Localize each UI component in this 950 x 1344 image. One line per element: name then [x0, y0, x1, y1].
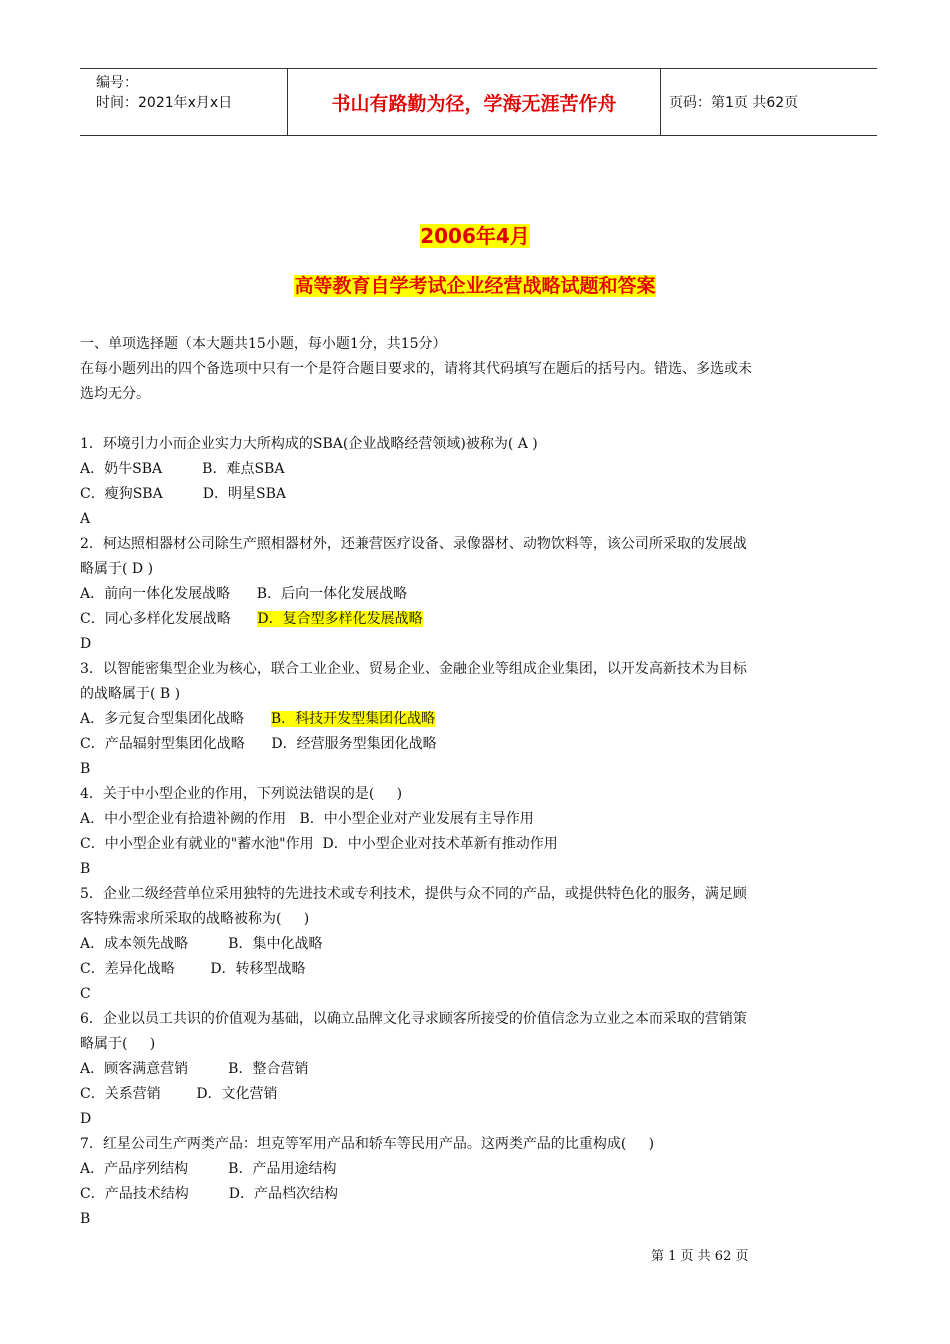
content-line: [80, 1032, 880, 1057]
content-line: [80, 332, 880, 357]
line-text: A．前向一体化发展战略 B．后向一体化发展战略: [80, 586, 408, 602]
line-text: C: [80, 986, 91, 1002]
content-line: [80, 932, 880, 957]
content-line: [80, 882, 880, 907]
highlighted-answer: B．科技开发型集团化战略: [270, 711, 436, 727]
content-line: [80, 532, 880, 557]
content-line: [80, 1182, 880, 1207]
content-line: [80, 757, 880, 782]
line-text: C．瘦狗SBA D．明星SBA: [80, 486, 286, 502]
header-table: [80, 68, 877, 136]
content-line: [80, 957, 880, 982]
content-line: [80, 582, 880, 607]
line-text: C．差异化战略 D．转移型战略: [80, 961, 306, 977]
id-label: 编号：: [96, 75, 138, 91]
content-line: [80, 782, 880, 807]
content-line: [80, 1057, 880, 1082]
content-line: [80, 557, 880, 582]
header-slogan: 书山有路勤为径，学海无涯苦作舟: [288, 69, 661, 135]
line-text: C．关系营销 D．文化营销: [80, 1086, 278, 1102]
content-line: [80, 732, 880, 757]
content-line: [80, 1132, 880, 1157]
page-footer: 第 1 页 共 62 页: [651, 1249, 749, 1264]
line-text: D: [80, 1111, 92, 1127]
line-text: 一、单项选择题（本大题共15小题，每小题1分，共15分）: [80, 336, 447, 352]
content-line: [80, 707, 880, 732]
content-line: [80, 1157, 880, 1182]
line-text: 1．环境引力小而企业实力大所构成的SBA(企业战略经营领域)被称为( A ): [80, 436, 538, 452]
line-text: 客特殊需求所采取的战略被称为( ): [80, 911, 310, 927]
content-line: [80, 1107, 880, 1132]
line-text: 略属于( ): [80, 1036, 156, 1052]
content-line: [80, 857, 880, 882]
content-line: [80, 382, 880, 407]
line-text: A．产品序列结构 B．产品用途结构: [80, 1161, 337, 1177]
title-year-text: 2006年4月: [420, 224, 530, 248]
line-text: A．顾客满意营销 B．整合营销: [80, 1061, 309, 1077]
title-subject: [0, 271, 950, 298]
line-text: 4．关于中小型企业的作用，下列说法错误的是( ): [80, 786, 403, 802]
header-meta: [80, 69, 288, 135]
content-line: [80, 507, 880, 532]
content-line: [80, 832, 880, 857]
line-text: C．产品技术结构 D．产品档次结构: [80, 1186, 338, 1202]
title-subject-text: 高等教育自学考试企业经营战略试题和答案: [294, 275, 656, 297]
time-label: 时间：2021年x月x日: [96, 95, 233, 111]
content-line: [80, 607, 880, 632]
line-text: 在每小题列出的四个备选项中只有一个是符合题目要求的，请将其代码填写在题后的括号内。错选、多选或未: [80, 361, 752, 377]
line-text: 5．企业二级经营单位采用独特的先进技术或专利技术，提供与众不同的产品，或提供特色化的服务，满足顾: [80, 886, 747, 902]
line-text: A．多元复合型集团化战略: [80, 711, 271, 727]
title-year: [0, 220, 950, 249]
line-text: 7．红星公司生产两类产品：坦克等军用产品和轿车等民用产品。这两类产品的比重构成( ): [80, 1136, 655, 1152]
line-text: A．中小型企业有拾遗补阙的作用 B．中小型企业对产业发展有主导作用: [80, 811, 534, 827]
content-line: [80, 682, 880, 707]
line-text: C．同心多样化发展战略: [80, 611, 258, 627]
content-line: [80, 1207, 880, 1232]
content-line: [80, 632, 880, 657]
line-text: B: [80, 1211, 91, 1227]
content-line: [80, 432, 880, 457]
content-line: [80, 357, 880, 382]
exam-content: [80, 332, 880, 1232]
content-line: [80, 807, 880, 832]
line-text: 略属于( D ): [80, 561, 154, 577]
content-line: [80, 982, 880, 1007]
line-text: 6．企业以员工共识的价值观为基础，以确立品牌文化寻求顾客所接受的价值信念为立业之本而采取的营销策: [80, 1011, 747, 1027]
content-line: [80, 482, 880, 507]
line-text: B: [80, 761, 91, 777]
content-line: [80, 407, 880, 432]
content-line: [80, 457, 880, 482]
line-text: A: [80, 511, 91, 527]
content-line: [80, 907, 880, 932]
line-text: C．中小型企业有就业的"蓄水池"作用 D．中小型企业对技术革新有推动作用: [80, 836, 558, 852]
line-text: D: [80, 636, 92, 652]
content-line: [80, 1007, 880, 1032]
highlighted-answer: D．复合型多样化发展战略: [257, 611, 423, 627]
line-text: A．成本领先战略 B．集中化战略: [80, 936, 323, 952]
header-page-info: 页码：第1页 共62页: [669, 95, 799, 111]
line-text: 选均无分。: [80, 386, 150, 402]
line-text: A．奶牛SBA B．难点SBA: [80, 461, 285, 477]
content-line: [80, 657, 880, 682]
line-text: C．产品辐射型集团化战略 D．经营服务型集团化战略: [80, 736, 437, 752]
content-line: [80, 1082, 880, 1107]
line-text: B: [80, 861, 91, 877]
line-text: 的战略属于( B ): [80, 686, 181, 702]
line-text: 3．以智能密集型企业为核心，联合工业企业、贸易企业、金融企业等组成企业集团，以开发高新技术为目标: [80, 661, 747, 677]
line-text: 2．柯达照相器材公司除生产照相器材外，还兼营医疗设备、录像器材、动物饮料等，该公司所采取的发展战: [80, 536, 747, 552]
